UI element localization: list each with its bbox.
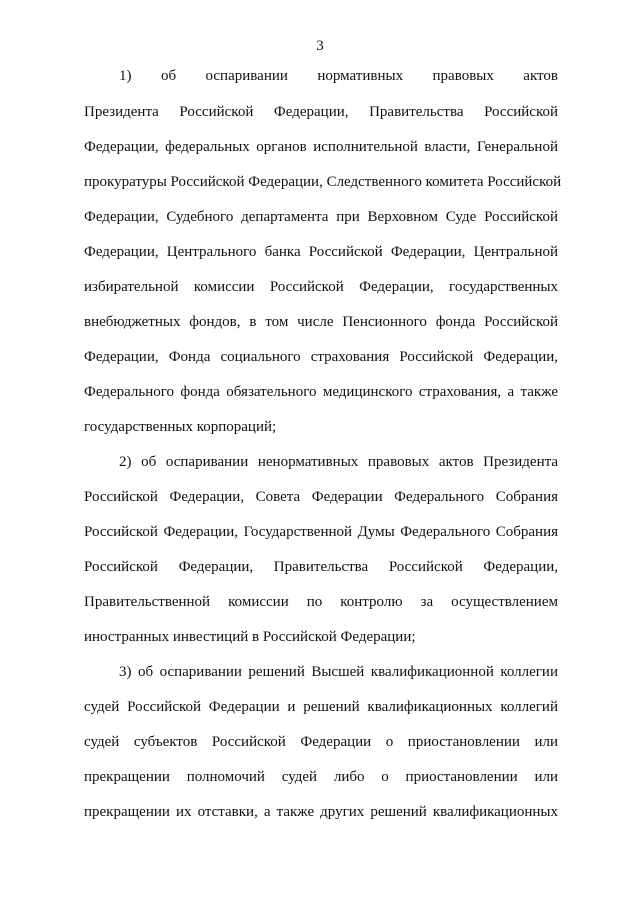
item-2-line-1: 2) об оспаривании ненормативных правовых актов Президента <box>119 454 558 470</box>
item-1-line-11: государственных корпораций; <box>84 419 277 435</box>
item-3-line-2: судей Российской Федерации и решений квалификационных коллегий <box>84 699 558 715</box>
item-3-line-3: судей субъектов Российской Федерации о приостановлении или <box>84 734 558 750</box>
item-1-line-2: Президента Российской Федерации, Правительства Российской <box>84 104 558 120</box>
item-2-line-2: Российской Федерации, Совета Федерации Федерального Собрания <box>84 489 558 505</box>
item-1-line-8: внебюджетных фондов, в том числе Пенсионного фонда Российской <box>84 314 558 330</box>
item-1-line-7: избирательной комиссии Российской Федерации, государственных <box>84 279 558 295</box>
page-number: 3 <box>316 38 324 54</box>
item-1-line-6: Федерации, Центрального банка Российской Федерации, Центральной <box>84 244 558 260</box>
item-2-line-6: иностранных инвестиций в Российской Федерации; <box>84 629 416 645</box>
item-1-line-5: Федерации, Судебного департамента при Верховном Суде Российской <box>84 209 558 225</box>
item-1-line-3: Федерации, федеральных органов исполнительной власти, Генеральной <box>84 139 558 155</box>
item-2-line-5: Правительственной комиссии по контролю за осуществлением <box>84 594 558 610</box>
item-3-line-1: 3) об оспаривании решений Высшей квалификационной коллегии <box>119 664 558 680</box>
item-2-line-4: Российской Федерации, Правительства Российской Федерации, <box>84 559 558 575</box>
item-2-line-3: Российской Федерации, Государственной Думы Федерального Собрания <box>84 524 558 540</box>
item-1-line-9: Федерации, Фонда социального страхования Российской Федерации, <box>84 349 558 365</box>
item-1-line-4: прокуратуры Российской Федерации, Следственного комитета Российской <box>84 174 562 190</box>
item-3-line-4: прекращении полномочий судей либо о приостановлении или <box>84 769 558 785</box>
item-1-line-10: Федерального фонда обязательного медицинского страхования, а также <box>84 384 558 400</box>
item-3-line-5: прекращении их отставки, а также других решений квалификационных <box>84 804 558 820</box>
item-1-line-1: 1) об оспаривании нормативных правовых актов <box>119 68 558 84</box>
